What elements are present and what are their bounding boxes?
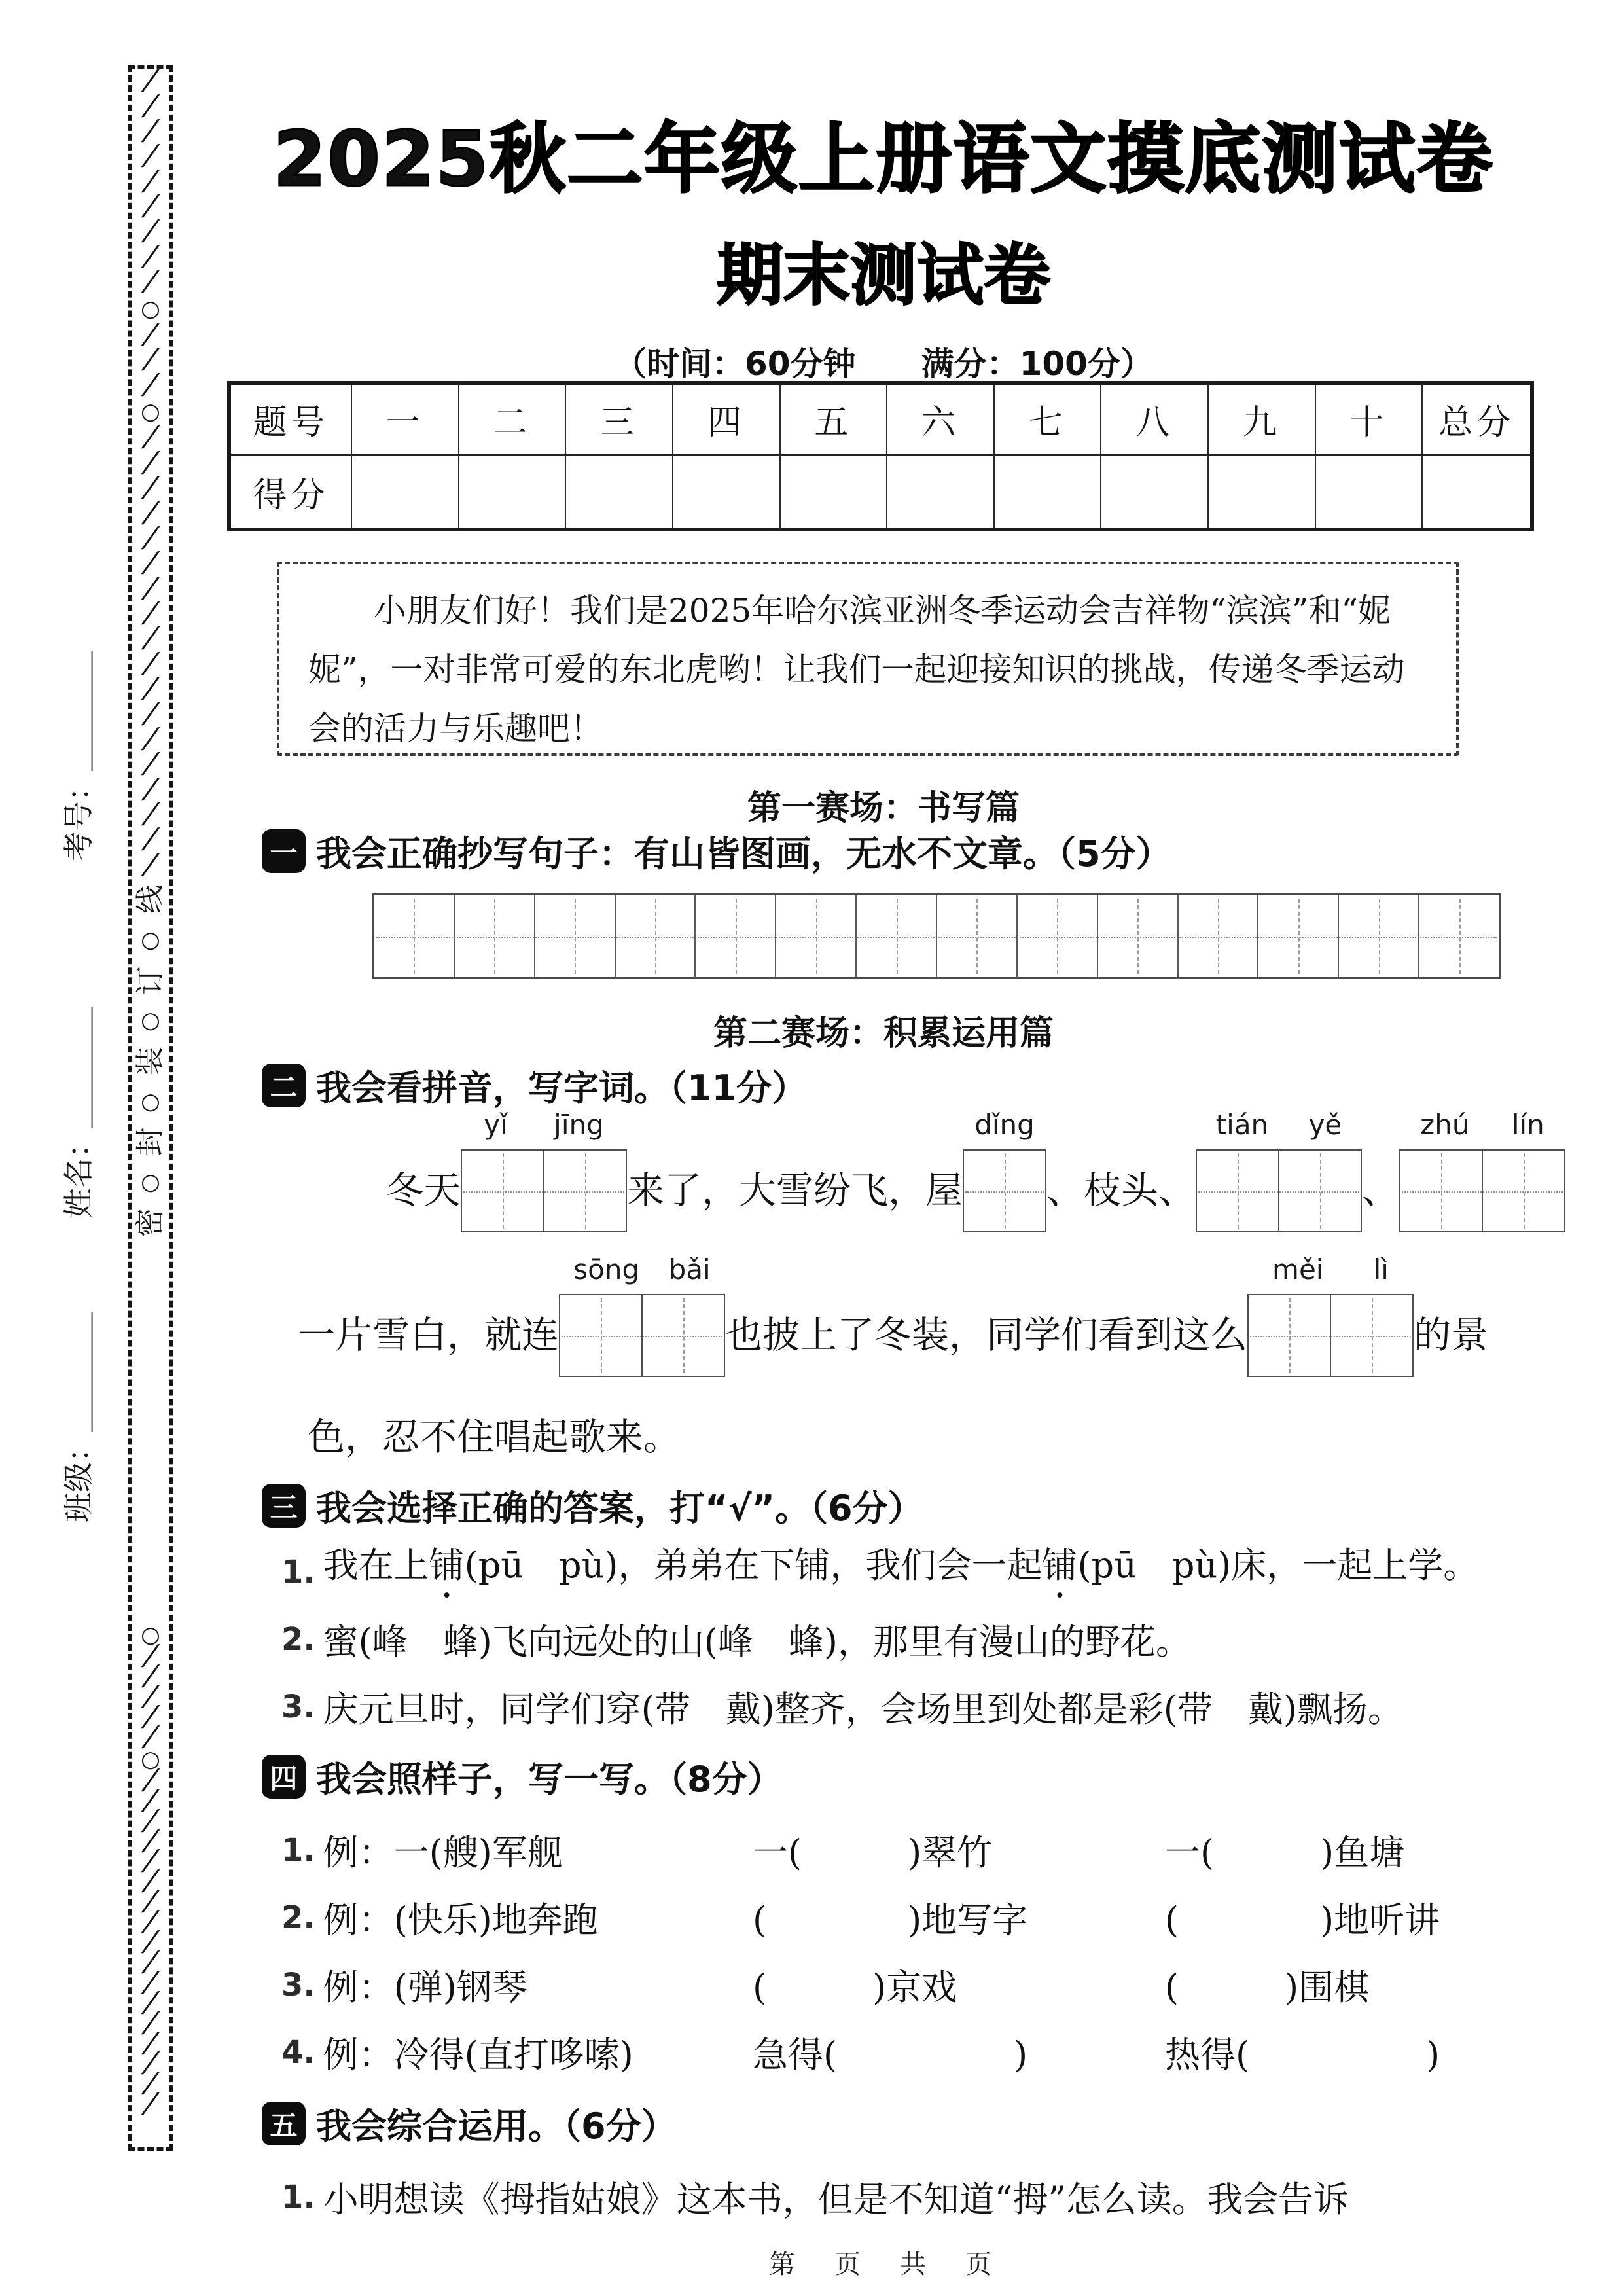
seal-strip-char: 订	[134, 965, 167, 995]
question-1-badge-icon: 一	[262, 829, 306, 873]
hatch-mark-icon: ╱	[142, 1991, 159, 2015]
item-number: 3.	[281, 1966, 315, 2003]
example-text: 例：(快乐)地奔跑	[323, 1899, 598, 1941]
question-item	[281, 1605, 1584, 1673]
pinyin-writing-cell	[544, 1151, 626, 1231]
pinyin-syllable: zhú	[1420, 1109, 1470, 1141]
blank-cell: ( )地听讲	[1165, 1899, 1440, 1941]
hatch-mark-icon: ╱	[142, 195, 159, 219]
item-number: 2.	[281, 1621, 315, 1658]
pinyin-writing-cell	[1483, 1151, 1564, 1231]
circle-mark-icon: ○	[141, 1007, 160, 1034]
writing-cell	[1179, 895, 1259, 977]
pinyin-cell-group	[1196, 1149, 1362, 1232]
hatch-mark-icon: ╱	[142, 577, 159, 600]
question-1-text: 我会正确抄写句子：有山皆图画，无水不文章。（5分）	[316, 833, 1171, 874]
hatch-mark-icon: ╱	[142, 69, 159, 93]
hatch-mark-icon: ╱	[142, 803, 159, 827]
hatch-mark-icon: ╱	[142, 2072, 159, 2096]
blank-cell: ( )地写字	[753, 1899, 1028, 1941]
seal-margin-label: 姓名：＿＿＿＿	[61, 1007, 96, 1218]
blank-cell: 热得( )	[1165, 2034, 1440, 2075]
question-item	[281, 1673, 1584, 1740]
item-text-part: (pū pù)床，一起上学。	[1077, 1545, 1479, 1586]
blank-cell: ( )京戏	[753, 1967, 957, 2008]
hatch-mark-icon: ╱	[142, 1645, 159, 1668]
writing-cell	[1258, 895, 1339, 977]
pinyin-syllable: bǎi	[668, 1253, 711, 1285]
question-2-heading	[262, 1060, 807, 1111]
seal-strip-section	[132, 69, 169, 878]
example-text: 例：(弹)钢琴	[323, 1967, 527, 2008]
writing-cell	[1018, 895, 1098, 977]
question-2-text: 我会看拼音，写字词。（11分）	[316, 1067, 808, 1109]
writing-cell	[696, 895, 776, 977]
pinyin-syllable: yǐ	[484, 1109, 508, 1141]
question-4-heading	[262, 1751, 783, 1802]
pinyin-writing-cell	[560, 1295, 643, 1376]
hatch-mark-icon: ╱	[142, 348, 159, 372]
score-row-label: 得分	[231, 456, 352, 528]
hatch-mark-icon: ╱	[142, 2032, 159, 2055]
hatch-mark-icon: ╱	[142, 119, 159, 143]
pinyin-syllable: yě	[1308, 1109, 1342, 1141]
sentence-text: 一片雪白，就连	[298, 1314, 559, 1357]
question-1-heading	[262, 826, 1171, 876]
score-header-cell: 三	[566, 385, 673, 456]
item-number: 2.	[281, 1899, 315, 1936]
score-header-cell: 七	[995, 385, 1102, 456]
writing-cell	[1339, 895, 1419, 977]
writing-cell	[857, 895, 937, 977]
seal-strip-char: 封	[134, 1127, 167, 1157]
hatch-mark-icon: ╱	[142, 220, 159, 243]
hatch-mark-icon: ╱	[142, 145, 159, 168]
hatch-mark-icon: ╱	[142, 853, 159, 876]
example-row	[281, 2018, 1584, 2086]
example-cell	[281, 1892, 753, 1943]
example-text: 例：一(艘)军舰	[323, 1832, 563, 1873]
question-item	[281, 1538, 1584, 1605]
hatch-mark-icon: ╱	[142, 1725, 159, 1749]
hatch-mark-icon: ╱	[142, 1829, 159, 1853]
sentence-text: 的景	[1414, 1314, 1488, 1357]
question-5-heading	[262, 2098, 677, 2149]
score-empty-cell	[566, 456, 673, 528]
hatch-mark-icon: ╱	[142, 1950, 159, 1974]
pinyin-writing-cell	[1400, 1151, 1483, 1231]
hatch-mark-icon: ╱	[142, 702, 159, 726]
example-cell	[281, 2027, 753, 2077]
question-item	[281, 2163, 1584, 2231]
writing-cell	[776, 895, 857, 977]
item-text	[323, 1681, 1403, 1732]
item-text-part: 铺	[429, 1545, 465, 1586]
hatch-mark-icon: ╱	[142, 1870, 159, 1893]
example-cell	[281, 1825, 753, 1875]
example-row	[281, 1816, 1584, 1884]
score-header-cell: 题号	[231, 385, 352, 456]
pinyin-label	[963, 1109, 1046, 1141]
hatch-mark-icon: ╱	[142, 170, 159, 193]
pinyin-writing-cell	[643, 1295, 724, 1376]
seal-margin-label: 班级：＿＿＿＿	[61, 1312, 96, 1522]
pinyin-box	[1247, 1253, 1414, 1377]
sentence-text: 、枝头、	[1046, 1169, 1196, 1212]
hatch-mark-icon: ╱	[142, 1665, 159, 1689]
page-subtitle: 期末测试卷	[717, 237, 1050, 315]
pinyin-writing-cell	[1279, 1151, 1361, 1231]
writing-cell	[535, 895, 616, 977]
hatch-mark-icon: ╱	[142, 1971, 159, 1994]
section-heading-1: 第一赛场：书写篇	[747, 789, 1020, 828]
pinyin-writing-cell	[1331, 1295, 1412, 1376]
hatch-mark-icon: ╱	[142, 451, 159, 475]
hatch-mark-icon: ╱	[142, 1768, 159, 1792]
section-heading-2: 第二赛场：积累运用篇	[713, 1014, 1054, 1053]
score-header-cell: 总分	[1423, 385, 1530, 456]
pinyin-label	[461, 1109, 627, 1141]
score-empty-cell	[995, 456, 1102, 528]
page-title: 2025秋二年级上册语文摸底测试卷	[273, 115, 1494, 204]
pinyin-writing-cell	[1197, 1151, 1279, 1231]
question-5-items	[281, 2163, 1584, 2231]
item-text-part: 庆元旦时，同学们穿(带 戴)整齐，会场里到处都是彩(带 戴)飘扬。	[323, 1689, 1403, 1730]
writing-cell	[937, 895, 1018, 977]
hatch-mark-icon: ╱	[142, 727, 159, 751]
score-table	[227, 381, 1534, 531]
score-header-cell: 九	[1209, 385, 1316, 456]
hatch-mark-icon: ╱	[142, 778, 159, 801]
hatch-mark-icon: ╱	[142, 526, 159, 550]
question-3-text: 我会选择正确的答案，打“√”。（6分）	[316, 1488, 923, 1529]
score-header-cell: 十	[1316, 385, 1423, 456]
hatch-mark-icon: ╱	[142, 753, 159, 776]
pinyin-syllable: sōng	[573, 1253, 640, 1285]
item-number: 1.	[281, 1831, 315, 1869]
hatch-mark-icon: ╱	[142, 2092, 159, 2116]
score-empty-cell	[673, 456, 781, 528]
score-empty-cell	[352, 456, 459, 528]
hatch-mark-icon: ╱	[142, 627, 159, 651]
score-header-cell: 二	[459, 385, 567, 456]
pinyin-cell-group	[559, 1294, 725, 1377]
item-text	[323, 1537, 1479, 1606]
writing-cell	[1098, 895, 1179, 977]
hatch-mark-icon: ╱	[142, 270, 159, 294]
pinyin-syllable: tián	[1215, 1109, 1269, 1141]
score-header-cell: 四	[673, 385, 781, 456]
question-2-badge-icon: 二	[262, 1064, 306, 1107]
question-5-badge-icon: 五	[262, 2102, 306, 2145]
pinyin-box	[1196, 1109, 1362, 1232]
item-text: 小明想读《拇指姑娘》这本书，但是不知道“拇”怎么读。我会告诉	[323, 2179, 1349, 2220]
hatch-mark-icon: ╱	[142, 1789, 159, 1812]
blank-cell: 一( )鱼塘	[1165, 1832, 1405, 1873]
example-text: 例：冷得(直打哆嗦)	[323, 2034, 633, 2075]
circle-mark-icon: ○	[141, 1622, 160, 1649]
hatch-mark-icon: ╱	[142, 652, 159, 675]
hatch-mark-icon: ╱	[142, 1931, 159, 1954]
item-text-part: 蜜(峰 蜂)飞向远处的山(峰 蜂)，那里有漫山的野花。	[323, 1621, 1191, 1662]
pinyin-box	[461, 1109, 627, 1232]
score-header-cell: 五	[781, 385, 888, 456]
pinyin-syllable: jīng	[554, 1109, 604, 1141]
pinyin-writing-cell	[964, 1151, 1045, 1231]
item-text-part: 我在上	[323, 1545, 429, 1586]
writing-cell	[455, 895, 535, 977]
hatch-mark-icon: ╱	[142, 373, 159, 397]
pinyin-label	[1196, 1109, 1362, 1141]
hatch-mark-icon: ╱	[142, 1706, 159, 1729]
pinyin-box	[559, 1253, 725, 1377]
hatch-mark-icon: ╱	[142, 1890, 159, 1914]
seal-strip-char: 线	[134, 885, 167, 914]
pinyin-label	[559, 1253, 725, 1285]
score-empty-cell	[1316, 456, 1423, 528]
pinyin-syllable: lín	[1511, 1109, 1544, 1141]
sentence-text: 冬天	[386, 1169, 461, 1212]
question-4-badge-icon: 四	[262, 1755, 306, 1799]
writing-cell	[1419, 895, 1499, 977]
hatch-mark-icon: ╱	[142, 245, 159, 268]
item-number: 3.	[281, 1688, 315, 1725]
hatch-mark-icon: ╱	[142, 2052, 159, 2075]
score-empty-cell	[887, 456, 995, 528]
page-footer: 第 页 共 页	[769, 2250, 998, 2280]
example-row	[281, 1884, 1584, 1951]
question-4-rows	[281, 1816, 1584, 2086]
pinyin-cell-group	[1399, 1149, 1565, 1232]
seal-binding-strip	[128, 65, 173, 2151]
pinyin-cell-group	[461, 1149, 627, 1232]
hatch-mark-icon: ╱	[142, 828, 159, 852]
circle-mark-icon: ○	[141, 1088, 160, 1115]
exam-info-line: （时间：60分钟 满分：100分）	[614, 345, 1153, 383]
question-3-items	[281, 1538, 1584, 1740]
score-header-cell: 八	[1101, 385, 1209, 456]
circle-mark-icon: ○	[141, 926, 160, 953]
pinyin-fill-row-1	[386, 1109, 1565, 1232]
hatch-mark-icon: ╱	[142, 323, 159, 346]
item-text-part: 铺	[1042, 1545, 1078, 1586]
copy-sentence-writing-grid	[372, 893, 1501, 979]
seal-strip-char: 密	[134, 1208, 167, 1237]
pinyin-writing-cell	[462, 1151, 544, 1231]
pinyin-box	[963, 1109, 1046, 1232]
hatch-mark-icon: ╱	[142, 2011, 159, 2035]
pinyin-fill-row-2	[298, 1253, 1488, 1377]
blank-cell: 急得( )	[753, 2034, 1028, 2075]
hatch-mark-icon: ╱	[142, 1910, 159, 1934]
writing-cell	[616, 895, 696, 977]
pinyin-label	[1247, 1253, 1414, 1285]
question-5-text: 我会综合运用。（6分）	[316, 2106, 677, 2147]
hatch-mark-icon: ╱	[142, 602, 159, 626]
score-empty-cell	[781, 456, 888, 528]
pinyin-syllable: měi	[1272, 1253, 1324, 1285]
pinyin-writing-cell	[1249, 1295, 1331, 1376]
item-number: 1.	[281, 2178, 315, 2215]
seal-margin-label: 考号：＿＿＿＿	[61, 651, 96, 861]
pinyin-cell-group	[1247, 1294, 1414, 1377]
seal-strip-section	[132, 1244, 169, 1624]
pinyin-syllable: lì	[1373, 1253, 1389, 1285]
hatch-mark-icon: ╱	[142, 677, 159, 701]
score-empty-cell	[1209, 456, 1316, 528]
item-number: 4.	[281, 2034, 315, 2071]
item-text	[323, 1614, 1191, 1664]
question-3-heading	[262, 1480, 923, 1531]
blank-cell: 一( )翠竹	[753, 1832, 993, 1873]
hatch-mark-icon: ╱	[142, 1809, 159, 1833]
sentence-text: 也披上了冬装，同学们看到这么	[725, 1314, 1247, 1357]
sentence-text: 来了，大雪纷飞，屋	[627, 1169, 963, 1212]
intro-box	[277, 562, 1459, 756]
hatch-mark-icon: ╱	[142, 426, 159, 450]
score-header-cell: 一	[352, 385, 459, 456]
example-row	[281, 1951, 1584, 2018]
example-cell	[281, 1960, 753, 2010]
score-empty-cell	[1101, 456, 1209, 528]
pinyin-label	[1399, 1109, 1565, 1141]
intro-text: 小朋友们好！我们是2025年哈尔滨亚洲冬季运动会吉祥物“滨滨”和“妮妮”，一对非常可爱的东北虎哟！让我们一起迎接知识的挑战，传递冬季运动会的活力与乐趣吧！	[308, 592, 1405, 747]
score-empty-cell	[1423, 456, 1530, 528]
pinyin-syllable: dǐng	[974, 1109, 1035, 1141]
score-empty-cell	[459, 456, 567, 528]
circle-mark-icon: ○	[141, 295, 160, 322]
hatch-mark-icon: ╱	[142, 1850, 159, 1873]
pinyin-cell-group	[963, 1149, 1046, 1232]
item-number: 1.	[281, 1553, 315, 1590]
hatch-mark-icon: ╱	[142, 94, 159, 118]
circle-mark-icon: ○	[141, 1746, 160, 1772]
hatch-mark-icon: ╱	[142, 501, 159, 525]
hatch-mark-icon: ╱	[142, 476, 159, 500]
pinyin-box	[1399, 1109, 1565, 1232]
question-3-badge-icon: 三	[262, 1484, 306, 1528]
score-header-cell: 六	[887, 385, 995, 456]
hatch-mark-icon: ╱	[142, 552, 159, 575]
writing-cell	[374, 895, 455, 977]
sentence-text: 、	[1362, 1169, 1399, 1212]
hatch-mark-icon: ╱	[142, 1685, 159, 1709]
circle-mark-icon: ○	[141, 399, 160, 425]
item-text-part: (pū pù)，弟弟在下铺，我们会一起	[464, 1545, 1043, 1586]
seal-strip-section	[132, 878, 169, 1244]
circle-mark-icon: ○	[141, 1168, 160, 1195]
blank-cell: ( )围棋	[1165, 1967, 1370, 2008]
question-4-text: 我会照样子，写一写。（8分）	[316, 1759, 783, 1800]
pinyin-fill-row-3-text: 色，忍不住唱起歌来。	[308, 1416, 681, 1459]
seal-strip-char: 装	[134, 1046, 167, 1075]
seal-strip-section	[132, 1624, 169, 2115]
